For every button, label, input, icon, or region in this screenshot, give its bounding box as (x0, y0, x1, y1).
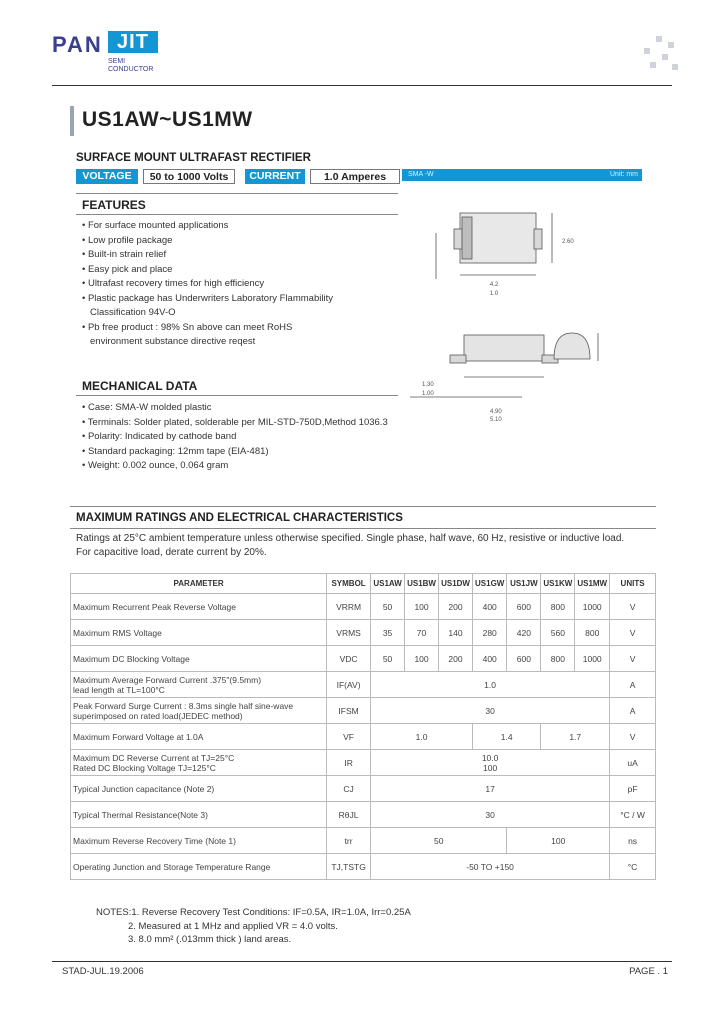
col-header: US1BW (405, 574, 439, 594)
col-header: SYMBOL (327, 574, 371, 594)
param-cell (71, 698, 327, 724)
value-cell: 200 (439, 646, 473, 672)
value-cell: 35 (371, 620, 405, 646)
voltage-label: VOLTAGE (76, 169, 138, 184)
decorative-squares (638, 36, 680, 76)
col-header: UNITS (610, 574, 656, 594)
mechanical-item: • Terminals: Solder plated, solderable per MIL-STD-750D,Method 1036.3 (82, 416, 388, 428)
table-header-row (71, 574, 656, 594)
value-cell: 30 (371, 698, 610, 724)
value-cell: 1000 (575, 646, 610, 672)
value-cell: 30 (371, 802, 610, 828)
logo-brand-right: JIT (108, 31, 158, 53)
value-cell: 70 (405, 620, 439, 646)
value-cell: 50 (371, 828, 507, 854)
param-line: Rated DC Blocking Voltage TJ=125°C (73, 762, 216, 773)
mechanical-item: • Standard packaging: 12mm tape (EIA-481) (82, 445, 269, 457)
value-cell: 400 (473, 646, 507, 672)
table-row (71, 854, 656, 880)
feature-item: • Built-in strain relief (82, 249, 167, 260)
ratings-table (70, 573, 656, 880)
dim-label: 1.00 (422, 391, 434, 397)
symbol-cell: RθJL (327, 802, 371, 828)
unit-cell: V (610, 646, 656, 672)
param-line: Maximum Average Forward Current .375"(9.5mm) (73, 674, 262, 685)
param-cell: Maximum Reverse Recovery Time (Note 1) (71, 828, 327, 854)
symbol-cell: VRMS (327, 620, 371, 646)
unit-cell: ns (610, 828, 656, 854)
note-item: 3. 8.0 mm² (.013mm thick ) land areas. (128, 934, 292, 945)
value-cell: 100 (507, 828, 610, 854)
features-list (82, 219, 400, 350)
dim-label: 5.10 (490, 417, 502, 423)
ratings-note-1: Ratings at 25°C ambient temperature unless otherwise specified. Single phase, half wave, 60 Hz, resistive or inductive load. (76, 533, 625, 544)
notes (96, 906, 411, 947)
features-heading: FEATURES (82, 198, 146, 212)
voltage-value: 50 to 1000 Volts (143, 169, 235, 184)
value-cell: 50 (371, 646, 405, 672)
lead-left-top (454, 229, 462, 249)
value-cell: 1.0 (371, 724, 473, 750)
logo-brand-left: PAN (52, 32, 103, 57)
symbol-cell: IF(AV) (327, 672, 371, 698)
product-subtitle: SURFACE MOUNT ULTRAFAST RECTIFIER (76, 152, 311, 164)
param-line: superimposed on rated load(JEDEC method) (73, 710, 243, 721)
mechanical-item: • Case: SMA-W molded plastic (82, 402, 212, 413)
unit-cell: pF (610, 776, 656, 802)
unit-cell: A (610, 672, 656, 698)
package-unit: Unit: mm (610, 171, 638, 178)
feature-item: • Plastic package has Underwriters Laboratory Flammability (82, 292, 333, 304)
unit-cell: A (610, 698, 656, 724)
footer-rule (52, 961, 672, 962)
param-cell: Typical Junction capacitance (Note 2) (71, 776, 327, 802)
logo-sub-line1: SEMI (108, 58, 126, 65)
symbol-cell: IFSM (327, 698, 371, 724)
feature-item: • Ultrafast recovery times for high efficiency (82, 278, 265, 289)
package-bar (402, 169, 642, 181)
ratings-rule-top (70, 506, 656, 507)
value-cell: 1000 (575, 594, 610, 620)
unit-cell: V (610, 594, 656, 620)
table-row (71, 828, 656, 854)
symbol-cell: VDC (327, 646, 371, 672)
col-header: US1JW (507, 574, 541, 594)
cathode-band (462, 217, 472, 259)
header-rule (52, 85, 672, 86)
symbol-cell: TJ,TSTG (327, 854, 371, 880)
title-marker (70, 106, 74, 136)
dim-label: 2.60 (562, 239, 574, 245)
value-cell: 1.7 (541, 724, 610, 750)
value-cell: 800 (541, 646, 575, 672)
value-cell: 1.4 (473, 724, 541, 750)
param-cell: Maximum DC Blocking Voltage (71, 646, 327, 672)
symbol-cell: CJ (327, 776, 371, 802)
table-row (71, 802, 656, 828)
col-header: US1GW (473, 574, 507, 594)
col-header: US1MW (575, 574, 610, 594)
param-cell: Typical Thermal Resistance(Note 3) (71, 802, 327, 828)
value-cell: 140 (439, 620, 473, 646)
page-title: US1AW~US1MW (82, 108, 253, 131)
param-cell (71, 750, 327, 776)
lead-right-top (534, 229, 542, 249)
param-line: Maximum DC Reverse Current at TJ=25°C (73, 752, 235, 763)
package-body-side (464, 335, 544, 361)
symbol-cell: trr (327, 828, 371, 854)
table-row (71, 646, 656, 672)
param-line: lead length at TL=100°C (73, 684, 165, 695)
value-line: 10.0 (481, 752, 499, 763)
note-item: NOTES:1. Reverse Recovery Test Conditions: IF=0.5A, IR=1.0A, Irr=0.25A (96, 907, 411, 918)
ratings-heading: MAXIMUM RATINGS AND ELECTRICAL CHARACTERISTICS (76, 512, 403, 524)
dim-label: 1.30 (422, 382, 434, 388)
features-rule-bottom (76, 214, 398, 215)
value-cell: 100 (405, 646, 439, 672)
param-cell: Operating Junction and Storage Temperature Range (71, 854, 327, 880)
col-header: US1AW (371, 574, 405, 594)
feature-item: • Pb free product : 98% Sn above can meet RoHS (82, 321, 293, 333)
value-cell: 600 (507, 646, 541, 672)
features-rule-top (76, 193, 398, 194)
package-name: SMA -W (408, 171, 434, 178)
value-cell: 400 (473, 594, 507, 620)
dim-label: 4.2 (489, 282, 499, 288)
feature-item: • Low profile package (82, 234, 173, 246)
value-cell: 600 (507, 594, 541, 620)
value-cell: -50 TO +150 (371, 854, 610, 880)
value-cell: 800 (541, 594, 575, 620)
mechanical-list (82, 401, 400, 474)
param-cell: Maximum Forward Voltage at 1.0A (71, 724, 327, 750)
unit-cell: °C / W (610, 802, 656, 828)
package-end-view (554, 333, 590, 359)
symbol-cell: VRRM (327, 594, 371, 620)
current-value: 1.0 Amperes (310, 169, 400, 184)
footer-date: STAD-JUL.19.2006 (62, 966, 144, 977)
unit-cell: V (610, 724, 656, 750)
table-row (71, 750, 656, 776)
value-cell: 280 (473, 620, 507, 646)
package-outline-drawing (402, 183, 642, 423)
mechanical-item: • Polarity: Indicated by cathode band (82, 431, 237, 442)
value-cell: 50 (371, 594, 405, 620)
note-item: 2. Measured at 1 MHz and applied VR = 4.0 volts. (128, 920, 338, 932)
table-row (71, 672, 656, 698)
mechanical-rule (76, 395, 398, 396)
table-row (71, 776, 656, 802)
value-cell: 560 (541, 620, 575, 646)
param-cell: Maximum RMS Voltage (71, 620, 327, 646)
unit-cell: °C (610, 854, 656, 880)
dim-label: 4.90 (490, 409, 502, 415)
symbol-cell: VF (327, 724, 371, 750)
unit-cell: uA (610, 750, 656, 776)
current-label: CURRENT (245, 169, 305, 184)
unit-cell: V (610, 620, 656, 646)
feature-item: Classification 94V-O (90, 307, 176, 318)
ratings-note-2: For capacitive load, derate current by 20%. (76, 547, 267, 558)
table-row (71, 594, 656, 620)
lead-left-side (450, 355, 466, 363)
value-cell: 800 (575, 620, 610, 646)
param-cell: Maximum Recurrent Peak Reverse Voltage (71, 594, 327, 620)
mechanical-item: • Weight: 0.002 ounce, 0.064 gram (82, 460, 229, 471)
value-cell: 1.0 (371, 672, 610, 698)
param-line: Peak Forward Surge Current : 8.3ms single half sine-wave (73, 700, 294, 711)
page-number: PAGE . 1 (629, 966, 668, 977)
col-header: US1KW (541, 574, 575, 594)
value-cell: 200 (439, 594, 473, 620)
dim-label: 1.0 (489, 291, 499, 297)
logo-subtitle (108, 58, 153, 74)
feature-item: • For surface mounted applications (82, 220, 229, 231)
value-cell: 17 (371, 776, 610, 802)
param-cell (71, 672, 327, 698)
symbol-cell: IR (327, 750, 371, 776)
col-header: US1DW (439, 574, 473, 594)
value-cell: 420 (507, 620, 541, 646)
value-cell: 100 (405, 594, 439, 620)
mechanical-heading: MECHANICAL DATA (82, 379, 198, 393)
feature-item: • Easy pick and place (82, 263, 173, 275)
value-line: 100 (482, 762, 498, 773)
value-cell (371, 750, 610, 776)
logo-sub-line2: CONDUCTOR (108, 66, 154, 73)
table-row (71, 724, 656, 750)
feature-item: environment substance directive reqest (90, 336, 256, 347)
table-row (71, 698, 656, 724)
col-header: PARAMETER (71, 574, 327, 594)
table-row (71, 620, 656, 646)
ratings-rule-bottom (70, 528, 656, 529)
